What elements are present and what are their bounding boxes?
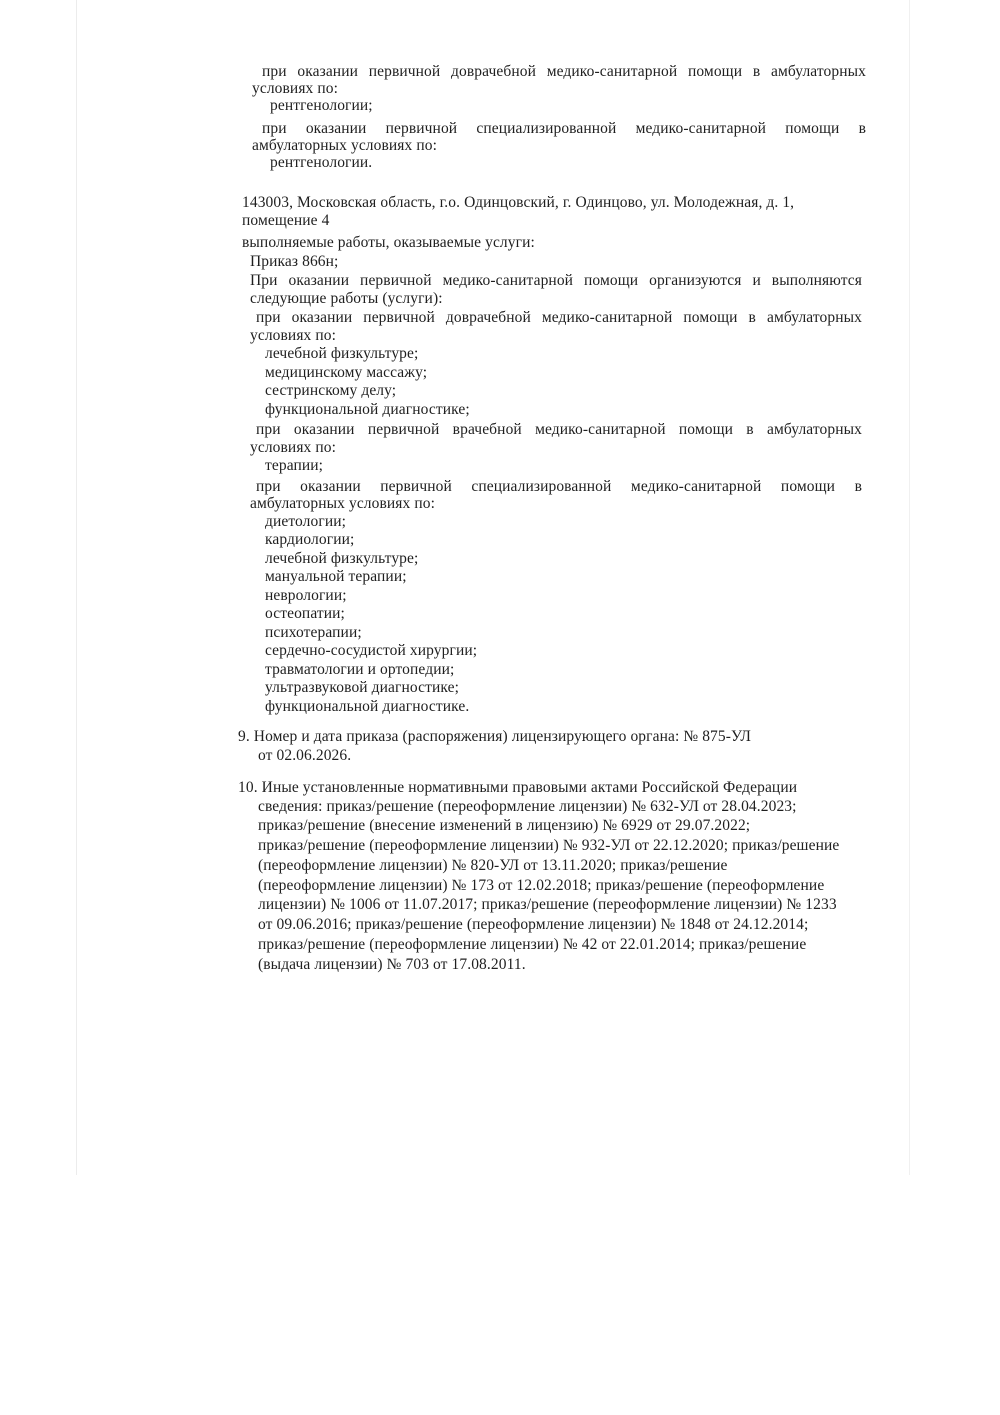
- order-number-line: 9. Номер и дата приказа (распоряжения) лицензирующего органа: № 875-УЛ: [238, 728, 751, 745]
- text-line: выполняемые работы, оказываемые услуги:: [242, 234, 535, 251]
- text-line: лицензии) № 1006 от 11.07.2017; приказ/решение (переоформление лицензии) № 1233: [258, 896, 837, 913]
- list-item: функциональной диагностике.: [265, 698, 470, 715]
- list-item: рентгенологии.: [270, 154, 373, 171]
- text-line: (выдача лицензии) № 703 от 17.08.2011.: [258, 956, 526, 973]
- text-line: 10. Иные установленные нормативными правовыми актами Российской Федерации: [238, 779, 798, 796]
- text-line: приказ/решение (внесение изменений в лицензию) № 6929 от 29.07.2022;: [258, 817, 751, 834]
- text-line: при оказании первичной доврачебной медико-санитарной помощи в амбулаторных: [262, 63, 866, 80]
- list-item: рентгенологии;: [270, 97, 373, 114]
- text-line: (переоформление лицензии) № 820-УЛ от 13.11.2020; приказ/решение: [258, 857, 728, 874]
- list-item: диетологии;: [265, 513, 347, 530]
- list-item: лечебной физкультуре;: [265, 345, 419, 362]
- text-line: (переоформление лицензии) № 173 от 12.02.2018; приказ/решение (переоформление: [258, 877, 825, 894]
- list-item: сердечно-сосудистой хирургии;: [265, 642, 478, 659]
- text-line: амбулаторных условиях по:: [252, 137, 438, 154]
- scan-edge-right: [909, 0, 910, 1175]
- list-item: медицинскому массажу;: [265, 364, 428, 381]
- text-line: при оказании первичной врачебной медико-санитарной помощи в амбулаторных: [256, 421, 862, 438]
- text-line: Приказ 866н;: [250, 253, 339, 270]
- scan-edge-left: [76, 0, 77, 1175]
- list-item: неврологии;: [265, 587, 347, 604]
- list-item: остеопатии;: [265, 605, 345, 622]
- text-line: приказ/решение (переоформление лицензии) № 932-УЛ от 22.12.2020; приказ/решение: [258, 837, 840, 854]
- text-line: сведения: приказ/решение (переоформление лицензии) № 632-УЛ от 28.04.2023;: [258, 798, 797, 815]
- list-item: мануальной терапии;: [265, 568, 407, 585]
- text-line: при оказании первичной специализированной медико-санитарной помощи в: [262, 120, 866, 137]
- list-item: сестринскому делу;: [265, 382, 397, 399]
- text-line: При оказании первичной медико-санитарной помощи организуются и выполняются: [250, 272, 862, 289]
- text-line: амбулаторных условиях по:: [250, 495, 436, 512]
- text-line: условиях по:: [252, 80, 339, 97]
- text-line: условиях по:: [250, 327, 337, 344]
- text-line: при оказании первичной доврачебной медико-санитарной помощи в амбулаторных: [256, 309, 862, 326]
- list-item: травматологии и ортопедии;: [265, 661, 455, 678]
- text-line: условиях по:: [250, 439, 337, 456]
- list-item: терапии;: [265, 457, 324, 474]
- list-item: лечебной физкультуре;: [265, 550, 419, 567]
- list-item: кардиологии;: [265, 531, 355, 548]
- list-item: ультразвуковой диагностике;: [265, 679, 459, 696]
- list-item: функциональной диагностике;: [265, 401, 470, 418]
- text-line: от 09.06.2016; приказ/решение (переоформление лицензии) № 1848 от 24.12.2014;: [258, 916, 809, 933]
- text-line: приказ/решение (переоформление лицензии) № 42 от 22.01.2014; приказ/решение: [258, 936, 807, 953]
- address-line: помещение 4: [242, 212, 330, 229]
- order-date-line: от 02.06.2026.: [258, 747, 352, 764]
- text-line: при оказании первичной специализированной медико-санитарной помощи в: [256, 478, 862, 495]
- address-line: 143003, Московская область, г.о. Одинцовский, г. Одинцово, ул. Молодежная, д. 1,: [242, 194, 795, 211]
- list-item: психотерапии;: [265, 624, 362, 641]
- text-line: следующие работы (услуги):: [250, 290, 443, 307]
